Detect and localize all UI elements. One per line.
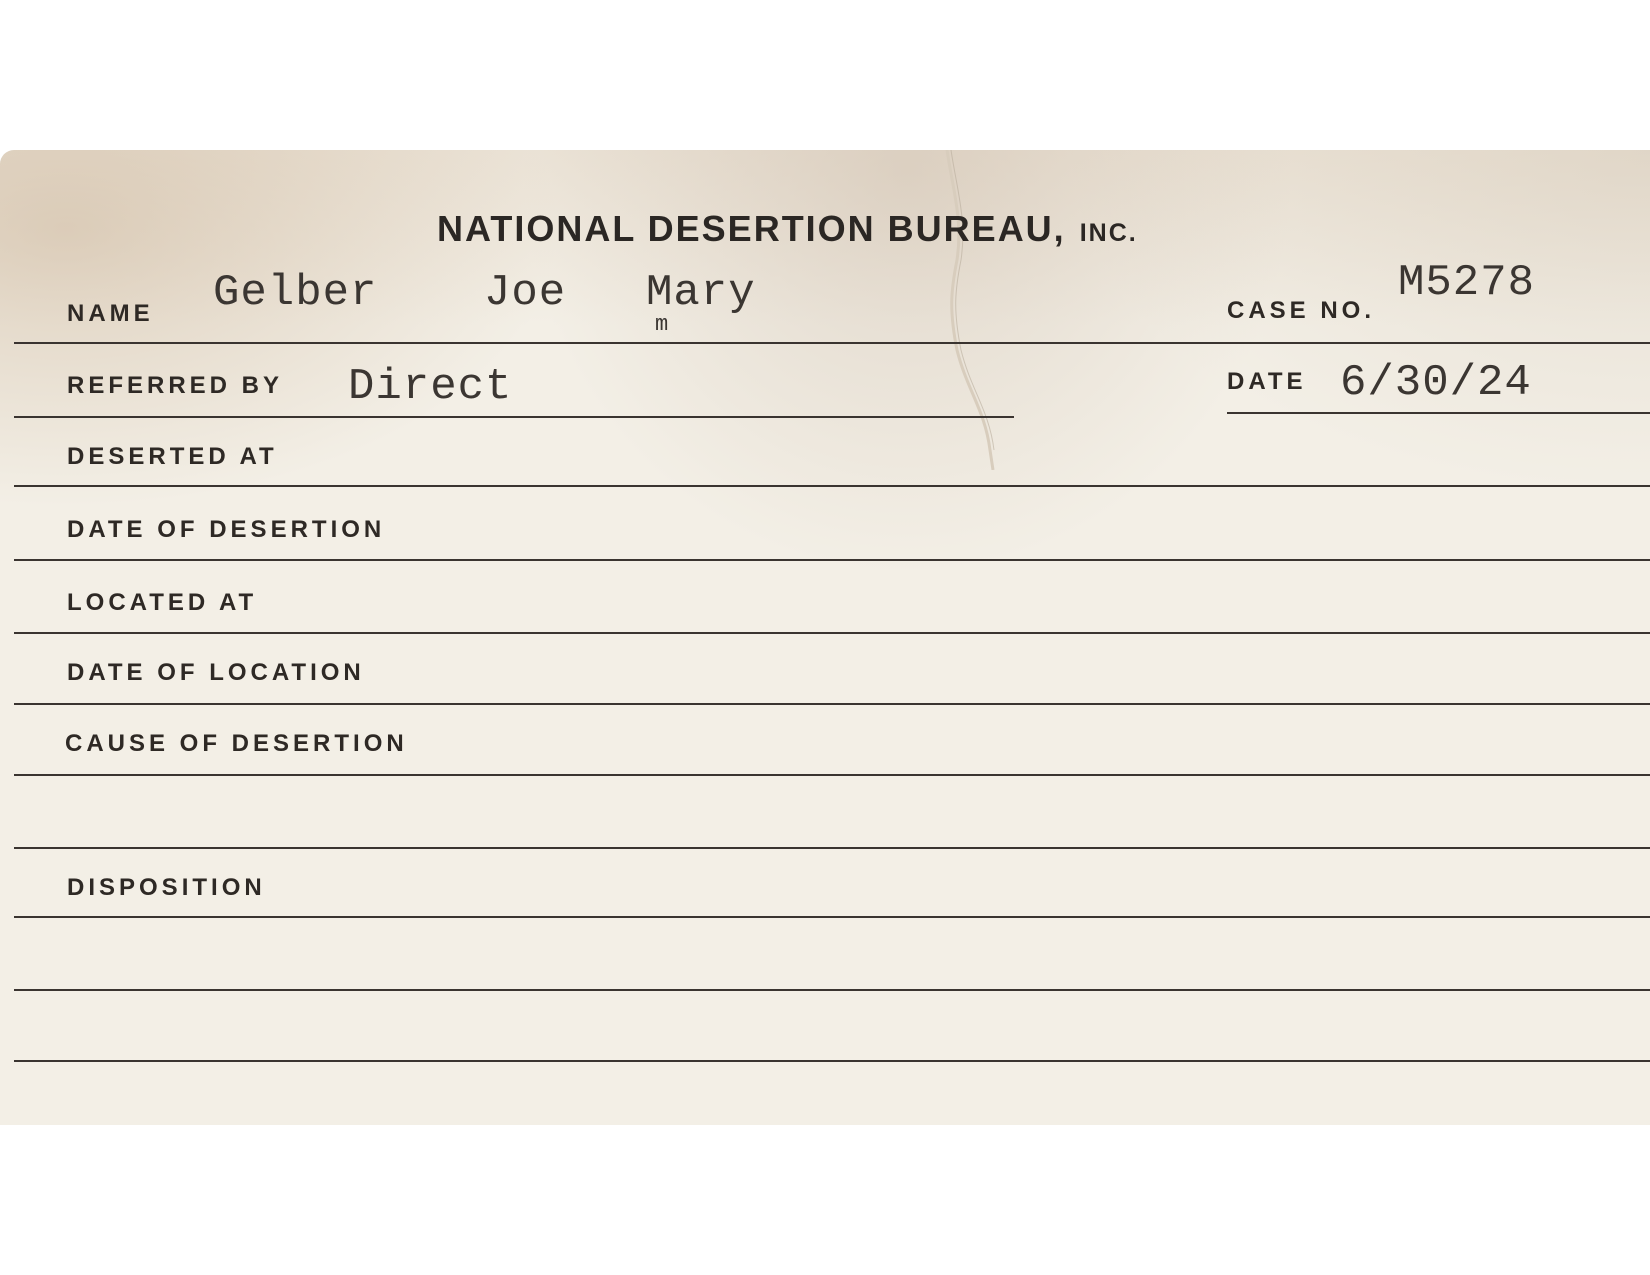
located-at-line xyxy=(14,632,1650,634)
date-line xyxy=(1227,412,1650,414)
date-value: 6/30/24 xyxy=(1340,358,1532,408)
deserted-at-line xyxy=(14,485,1650,487)
disposition-line xyxy=(14,916,1650,918)
disposition-label: DISPOSITION xyxy=(67,874,266,901)
name-label: NAME xyxy=(67,300,154,327)
name-first-value: Joe xyxy=(484,268,567,318)
date-of-desertion-line xyxy=(14,559,1650,561)
disposition-line-3 xyxy=(14,1060,1650,1062)
referred-by-line xyxy=(14,416,1014,418)
cause-of-desertion-line-2 xyxy=(14,847,1650,849)
located-at-label: LOCATED AT xyxy=(67,589,258,616)
case-no-label: CASE NO. xyxy=(1227,297,1376,324)
name-spouse-value: Mary xyxy=(646,268,756,318)
date-label: DATE xyxy=(1227,368,1307,395)
card-title xyxy=(437,208,1138,250)
cause-of-desertion-label: CAUSE OF DESERTION xyxy=(65,730,408,757)
name-line xyxy=(14,342,1650,344)
referred-by-label: REFERRED BY xyxy=(67,372,284,399)
name-surname-value: Gelber xyxy=(213,268,378,318)
cause-of-desertion-line xyxy=(14,774,1650,776)
bureau-name: NATIONAL DESERTION BUREAU, xyxy=(437,208,1066,249)
deserted-at-label: DESERTED AT xyxy=(67,443,278,470)
paper-crease xyxy=(945,150,1065,470)
case-no-value: M5278 xyxy=(1398,258,1536,308)
date-of-location-line xyxy=(14,703,1650,705)
disposition-line-2 xyxy=(14,989,1650,991)
date-of-desertion-label: DATE OF DESERTION xyxy=(67,516,386,543)
index-card xyxy=(0,150,1650,1125)
referred-by-value: Direct xyxy=(348,362,513,412)
date-of-location-label: DATE OF LOCATION xyxy=(67,659,365,686)
bureau-suffix: INC. xyxy=(1079,219,1138,247)
name-spouse-mark: m xyxy=(655,312,669,337)
